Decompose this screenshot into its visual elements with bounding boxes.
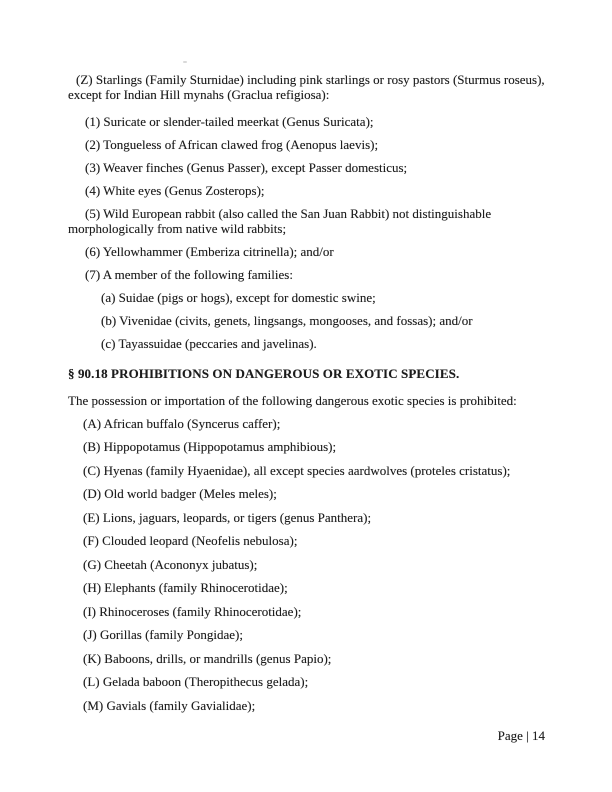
list-item-7: (7) A member of the following families: (85, 266, 293, 282)
list-item-6: (6) Yellowhammer (Emberiza citrinella); and/or (85, 243, 334, 259)
list-item-G: (G) Cheetah (Acononyx jubatus); (83, 556, 258, 572)
list-item-M: (M) Gavials (family Gavialidae); (83, 697, 256, 713)
list-item-1: (1) Suricate or slender-tailed meerkat (Genus Suricata); (85, 114, 374, 129)
page-content (68, 73, 548, 722)
list-item-5: (5) Wild European rabbit (also called the San Juan Rabbit) not distinguishable morphologically from native wild rabbits; (68, 206, 492, 236)
list-item-I: (I) Rhinoceroses (family Rhinocerotidae); (83, 603, 302, 619)
sub-item-a: (a) Suidae (pigs or hogs), except for domestic swine; (101, 289, 376, 305)
list-item-L: (L) Gelada baboon (Theropithecus gelada); (83, 674, 309, 689)
list-item-F: (F) Clouded leopard (Neofelis nebulosa); (83, 533, 298, 548)
page-number: Page | 14 (497, 728, 545, 743)
list-item-J: (J) Gorillas (family Pongidae); (83, 627, 243, 642)
list-item-3: (3) Weaver finches (Genus Passer), except Passer domesticus; (85, 160, 408, 175)
section-intro-text: The possession or importation of the following dangerous exotic species is prohibited: (68, 392, 517, 408)
list-item-2: (2) Tongueless of African clawed frog (Aenopus laevis); (85, 137, 379, 152)
section-heading-90-18: § 90.18 PROHIBITIONS ON DANGEROUS OR EXOTIC SPECIES. (68, 366, 460, 381)
list-item-A: (A) African buffalo (Syncerus caffer); (83, 415, 281, 431)
list-item-D: (D) Old world badger (Meles meles); (83, 486, 277, 501)
scan-artifact-speck (183, 61, 187, 63)
sub-item-c: (c) Tayassuidae (peccaries and javelinas). (101, 335, 317, 351)
list-item-B: (B) Hippopotamus (Hippopotamus amphibious); (83, 439, 337, 454)
list-item-C: (C) Hyenas (family Hyaenidae), all except species aardwolves (proteles cristatus); (83, 462, 511, 478)
sub-item-b: (b) Vivenidae (civits, genets, lingsangs, mongooses, and fossas); and/or (101, 312, 473, 328)
list-item-K: (K) Baboons, drills, or mandrills (genus Papio); (83, 650, 332, 666)
list-item-H: (H) Elephants (family Rhinocerotidae); (83, 580, 288, 595)
list-item-E: (E) Lions, jaguars, leopards, or tigers (genus Panthera); (83, 509, 372, 525)
list-item-4: (4) White eyes (Genus Zosterops); (85, 183, 265, 198)
paragraph-z-starlings: (Z) Starlings (Family Sturnidae) including pink starlings or rosy pastors (Sturmus roseus), except for Indian Hill mynahs (Graclua refigiosa): (68, 72, 545, 102)
